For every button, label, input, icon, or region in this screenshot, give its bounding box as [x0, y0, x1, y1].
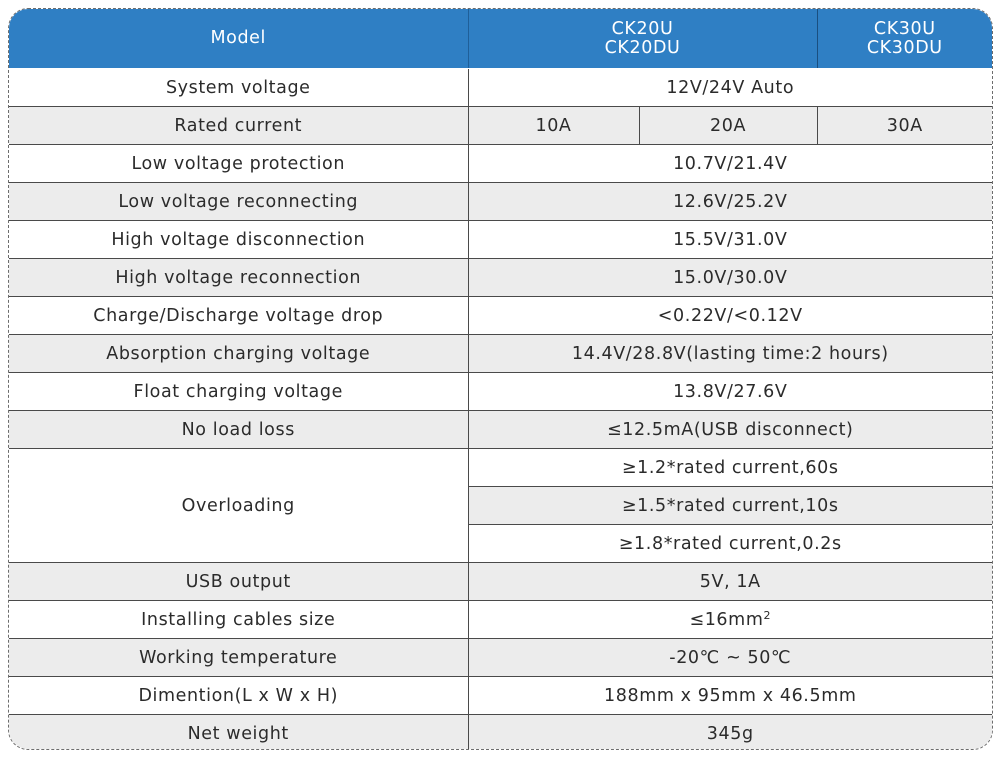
row-value: ≤12.5mA(USB disconnect): [468, 411, 992, 449]
superscript: 2: [763, 609, 772, 622]
row-label: High voltage disconnection: [9, 221, 468, 259]
model-label: Model: [210, 28, 267, 48]
table-row: [9, 601, 992, 639]
row-label: Absorption charging voltage: [9, 335, 468, 373]
ck30-header: [817, 9, 992, 69]
table-row: [9, 373, 992, 411]
row-value: 12V/24V Auto: [468, 69, 992, 107]
table-row: [9, 639, 992, 677]
table-row: [9, 715, 992, 751]
row-label: High voltage reconnection: [9, 259, 468, 297]
row-label: Overloading: [9, 449, 468, 563]
table-row: [9, 259, 992, 297]
row-value: 12.6V/25.2V: [468, 183, 992, 221]
header-row: [9, 9, 992, 69]
row-label: Charge/Discharge voltage drop: [9, 297, 468, 335]
table-row: [9, 449, 992, 487]
row-value: 345g: [468, 715, 992, 751]
table-row: [9, 69, 992, 107]
row-value: 10.7V/21.4V: [468, 145, 992, 183]
row-value: 15.0V/30.0V: [468, 259, 992, 297]
row-label: No load loss: [9, 411, 468, 449]
rated-current-30a: 30A: [817, 107, 992, 145]
ck30-line2: CK30DU: [866, 37, 943, 58]
row-value: 5V, 1A: [468, 563, 992, 601]
row-value: <0.22V/<0.12V: [468, 297, 992, 335]
ck20-line2: CK20DU: [604, 37, 681, 58]
row-label: Dimention(L x W x H): [9, 677, 468, 715]
table-row: [9, 677, 992, 715]
row-label: Net weight: [9, 715, 468, 751]
row-label: Rated current: [9, 107, 468, 145]
spec-table-frame: [8, 8, 993, 750]
row-label: Low voltage reconnecting: [9, 183, 468, 221]
table-row: [9, 107, 992, 145]
row-value: [468, 601, 992, 639]
ck20-header: [468, 9, 817, 69]
table-row: [9, 335, 992, 373]
row-value: 15.5V/31.0V: [468, 221, 992, 259]
rated-current-20a: 20A: [639, 107, 817, 145]
table-row: [9, 411, 992, 449]
cables-size-value: ≤16mm: [689, 610, 764, 630]
table-row: [9, 183, 992, 221]
rated-current-10a: 10A: [468, 107, 639, 145]
table-row: [9, 297, 992, 335]
overloading-value-3: ≥1.8*rated current,0.2s: [468, 525, 992, 563]
table-row: [9, 221, 992, 259]
overloading-value-1: ≥1.2*rated current,60s: [468, 449, 992, 487]
row-label: Float charging voltage: [9, 373, 468, 411]
table-row: [9, 145, 992, 183]
row-value: 13.8V/27.6V: [468, 373, 992, 411]
ck20-line1: CK20U: [611, 18, 674, 39]
ck30-line1: CK30U: [873, 18, 936, 39]
row-label: System voltage: [9, 69, 468, 107]
row-label: Low voltage protection: [9, 145, 468, 183]
row-value: -20℃ ~ 50℃: [468, 639, 992, 677]
row-label: Installing cables size: [9, 601, 468, 639]
spec-table: [9, 9, 992, 750]
model-header: [9, 9, 468, 69]
row-label: Working temperature: [9, 639, 468, 677]
row-value: 14.4V/28.8V(lasting time:2 hours): [468, 335, 992, 373]
overloading-value-2: ≥1.5*rated current,10s: [468, 487, 992, 525]
row-value: 188mm x 95mm x 46.5mm: [468, 677, 992, 715]
table-row: [9, 563, 992, 601]
row-label: USB output: [9, 563, 468, 601]
